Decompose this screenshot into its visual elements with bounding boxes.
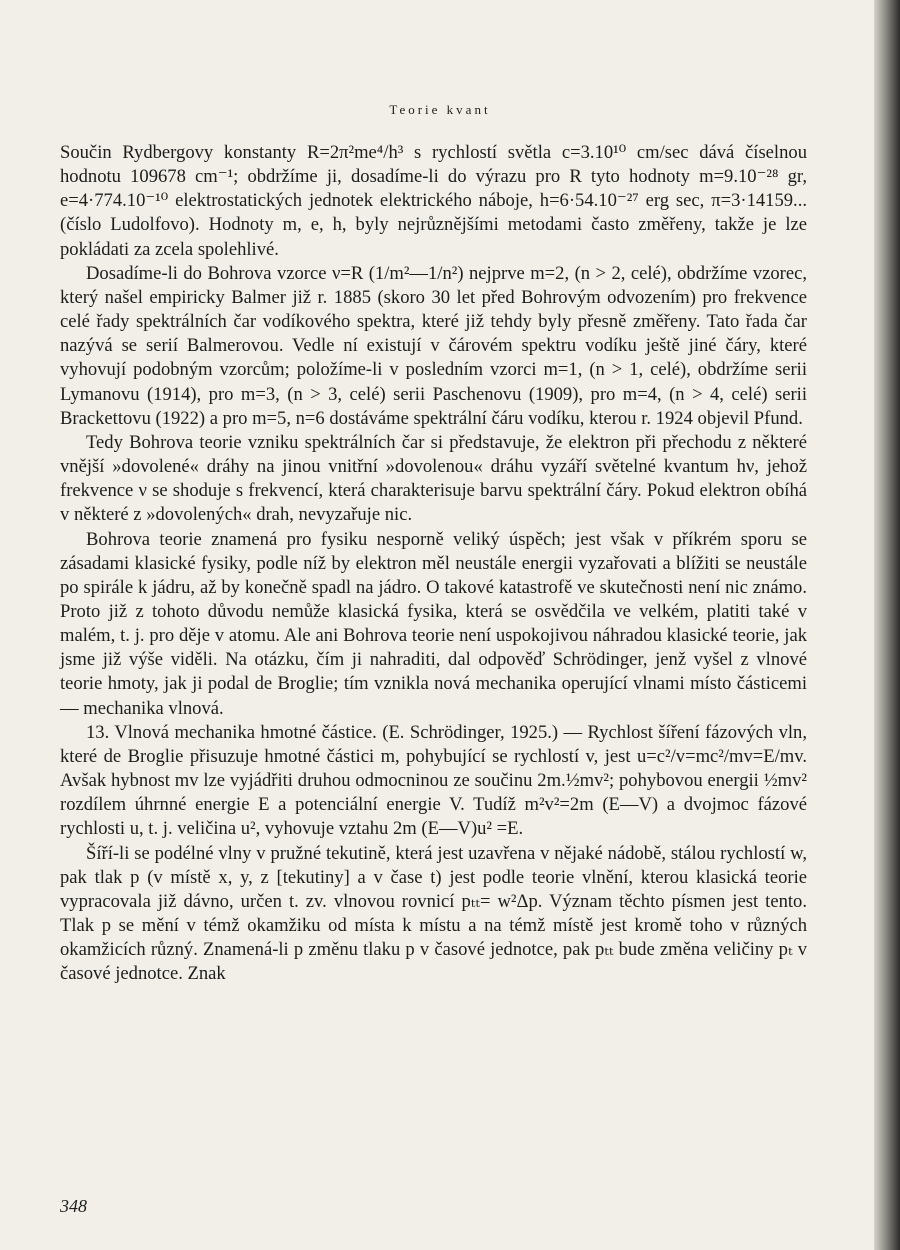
paragraph: Dosadíme-li do Bohrova vzorce ν=R (1/m²—1/n²) nejprve m=2, (n > 2, celé), obdržíme vzorec, který našel empiricky Balmer již r. 1885 (skoro 30 let před Bohrovým odvozením) pro frekvence celé řady spektrálních čar vodíkového spektra, které již tehdy byly přesně změřeny. Tato řada čar nazývá se serií Balmerovou. Vedle ní existují v čárovém spektru vodíku ještě jiné čáry, které vyhovují podobným vzorcům; položíme-li v posledním vzorci m=1, (n > 1, celé), obdržíme serii Lymanovu (1914), pro m=3, (n > 3, celé) serii Paschenovu (1909), pro m=4, (n > 4, celé) serii Brackettovu (1922) a pro m=5, n=6 dostáváme spektrální čáru vodíku, kterou r. 1924 objevil Pfund. — [60, 262, 807, 429]
page-edge-shadow — [874, 0, 900, 1250]
paragraph: Součin Rydbergovy konstanty R=2π²me⁴/h³ s rychlostí světla c=3.10¹⁰ cm/sec dává číselnou hodnotu 109678 cm⁻¹; obdržíme ji, dosadíme-li do výrazu pro R tyto hodnoty m=9.10⁻²⁸ gr, e=4·774.10⁻¹⁰ elektrostatických jednotek elektrického náboje, h=6·54.10⁻²⁷ erg sec, π=3·14159... (číslo Ludolfovo). Hodnoty m, e, h, byly nejrůznějšími metodami často změřeny, takže je lze pokládati za zcela spolehlivé. — [60, 142, 807, 260]
running-head: Teorie kvant — [389, 102, 491, 117]
paragraph: Tedy Bohrova teorie vzniku spektrálních čar si představuje, že elektron při přechodu z některé vnější »dovolené« dráhy na jinou vnitřní »dovolenou« dráhu vyzáří světelné kvantum hν, jehož frekvence ν se shoduje s frekvencí, která charakterisuje barvu spektrální čáry. Pokud elektron obíhá v některé z »dovolených« drah, nevyzařuje nic. — [60, 431, 807, 526]
body-text — [60, 141, 807, 986]
page-number: 348 — [60, 1196, 87, 1216]
paragraph: Šíří-li se podélné vlny v pružné tekutině, která jest uzavřena v nějaké nádobě, stálou rychlostí w, pak tlak p (v místě x, y, z [tekutiny] a v čase t) jest podle teorie vlnění, kterou klasická teorie vypracovala již dávno, určen t. zv. vlnovou rovnicí pₜₜ= w²Δp. Význam těchto písmen jest tento. Tlak p se mění v témž okamžiku od místa k místu a na témž místě jest kromě toho v různých okamžicích různý. Znamená-li p změnu tlaku p v časové jednotce, pak pₜₜ bude změna veličiny pₜ v časové jednotce. Znak — [60, 842, 807, 985]
paragraph: Bohrova teorie znamená pro fysiku nesporně veliký úspěch; jest však v příkrém sporu se zásadami klasické fysiky, podle níž by elektron měl neustále energii vyzařovati a blížiti se neustále po spirále k jádru, až by konečně spadl na jádro. O takové katastrofě ve skutečnosti není nic známo. Proto již z tohoto důvodu nemůže klasická fysika, která se osvědčila ve velkém, platiti také v malém, t. j. pro děje v atomu. Ale ani Bohrova teorie není uspokojivou náhradou klasické teorie, jak jsme již výše viděli. Na otázku, čím ji nahraditi, dal odpověď Schrödinger, jenž vyšel z vlnové teorie hmoty, jak ji podal de Broglie; tím vznikla nová mechanika operující vlnami místo částicemi — mechanika vlnová. — [60, 528, 807, 719]
paragraph: 13. Vlnová mechanika hmotné částice. (E. Schrödinger, 1925.) — Rychlost šíření fázových vln, které de Broglie přisuzuje hmotné částici m, pohybující se rychlostí v, jest u=c²/v=mc²/mv=E/mv. Avšak hybnost mv lze vyjádřiti druhou odmocninou ze součinu 2m.½mv²; pohybovou energii ½mv² rozdílem úhrnné energie E a potenciální energie V. Tudíž m²v²=2m (E—V) a dvojmoc fázové rychlosti u, t. j. veličina u², vyhovuje vztahu 2m (E—V)u² =E. — [60, 721, 807, 840]
